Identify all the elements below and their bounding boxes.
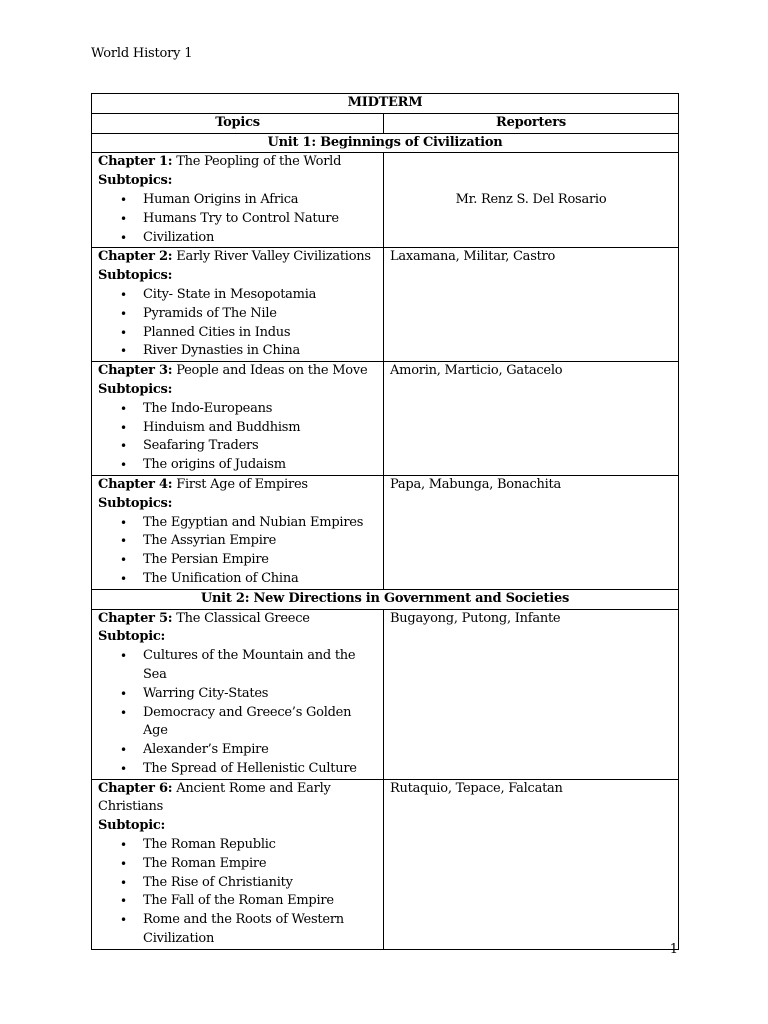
- subtopics-label: Subtopic:: [98, 818, 166, 834]
- subtopic-list: [98, 191, 377, 247]
- reporters-cell: Laxamana, Militar, Castro: [384, 248, 679, 362]
- unit-title: Unit 2: New Directions in Government and Societies: [92, 589, 679, 609]
- chapter-name: The Classical Greece: [176, 610, 310, 626]
- subtopic-item: • Human Origins in Africa: [143, 191, 377, 210]
- subtopic-item: • The Roman Republic: [143, 836, 377, 855]
- subtopic-item: • Civilization: [143, 229, 377, 248]
- chapter-name: The Peopling of the World: [176, 154, 342, 170]
- chapter-row: [92, 362, 679, 476]
- column-header-topics: Topics: [92, 113, 384, 133]
- subtopic-item: • The origins of Judaism: [143, 456, 377, 475]
- subtopics-label: Subtopics:: [98, 495, 173, 511]
- subtopic-item: • Pyramids of The Nile: [143, 305, 377, 324]
- chapter-name: Ancient Rome and Early Christians: [98, 780, 331, 815]
- chapter-heading: [98, 362, 377, 381]
- chapter-row: [92, 248, 679, 362]
- reporters-cell: Rutaquio, Tepace, Falcatan: [384, 779, 679, 949]
- subtopic-list: [98, 286, 377, 361]
- chapter-label: Chapter 4:: [98, 476, 173, 492]
- column-header-reporters: Reporters: [384, 113, 679, 133]
- subtopic-item: • Hinduism and Buddhism: [143, 419, 377, 438]
- subtopic-item: • Rome and the Roots of Western Civilization: [143, 911, 377, 949]
- chapter-topics-cell: [92, 248, 384, 362]
- chapter-row: [92, 779, 679, 949]
- page-number: 1: [669, 942, 678, 957]
- subtopic-list: [98, 514, 377, 589]
- subtopic-item: • River Dynasties in China: [143, 342, 377, 361]
- midterm-table: [91, 93, 679, 950]
- chapter-topics-cell: [92, 153, 384, 248]
- subtopic-list: [98, 647, 377, 779]
- table-title-row: [92, 94, 679, 114]
- subtopic-item: • Humans Try to Control Nature: [143, 210, 377, 229]
- chapter-label: Chapter 6:: [98, 780, 173, 796]
- subtopic-item: • The Unification of China: [143, 570, 377, 589]
- subtopic-item: • The Rise of Christianity: [143, 874, 377, 893]
- chapter-topics-cell: [92, 609, 384, 779]
- subtopic-item: • The Egyptian and Nubian Empires: [143, 514, 377, 533]
- chapter-name: People and Ideas on the Move: [176, 363, 368, 379]
- chapter-topics-cell: [92, 362, 384, 476]
- chapter-row: [92, 609, 679, 779]
- chapter-label: Chapter 3:: [98, 363, 173, 379]
- unit-row: [92, 589, 679, 609]
- chapter-heading: [98, 248, 377, 267]
- subtopic-item: • The Persian Empire: [143, 551, 377, 570]
- subtopics-label: Subtopics:: [98, 268, 173, 284]
- subtopic-item: • Alexander’s Empire: [143, 741, 377, 760]
- chapter-heading: [98, 153, 377, 172]
- chapter-heading: [98, 476, 377, 495]
- reporters-cell: Mr. Renz S. Del Rosario: [384, 153, 679, 248]
- unit-row: [92, 133, 679, 153]
- unit-title: Unit 1: Beginnings of Civilization: [92, 133, 679, 153]
- reporters-cell: Papa, Mabunga, Bonachita: [384, 475, 679, 589]
- subtopic-item: • Planned Cities in Indus: [143, 324, 377, 343]
- chapter-name: First Age of Empires: [176, 476, 308, 492]
- chapter-label: Chapter 5:: [98, 610, 173, 626]
- subtopic-list: [98, 400, 377, 475]
- chapter-label: Chapter 2:: [98, 249, 173, 265]
- document-header: World History 1: [91, 46, 193, 61]
- reporters-cell: Amorin, Marticio, Gatacelo: [384, 362, 679, 476]
- subtopics-label: Subtopics:: [98, 173, 173, 189]
- subtopic-item: • Warring City-States: [143, 685, 377, 704]
- subtopic-list: [98, 836, 377, 949]
- chapter-name: Early River Valley Civilizations: [176, 249, 371, 265]
- chapter-label: Chapter 1:: [98, 154, 173, 170]
- subtopics-label: Subtopic:: [98, 629, 166, 645]
- subtopic-item: • The Spread of Hellenistic Culture: [143, 760, 377, 779]
- subtopic-item: • City- State in Mesopotamia: [143, 286, 377, 305]
- subtopics-label: Subtopics:: [98, 381, 173, 397]
- chapter-heading: [98, 610, 377, 629]
- subtopic-item: • The Fall of the Roman Empire: [143, 892, 377, 911]
- chapter-heading: [98, 780, 377, 818]
- chapter-row: [92, 475, 679, 589]
- chapter-topics-cell: [92, 779, 384, 949]
- subtopic-item: • The Assyrian Empire: [143, 532, 377, 551]
- chapter-row: [92, 153, 679, 248]
- table-title: MIDTERM: [92, 94, 679, 114]
- subtopic-item: • The Roman Empire: [143, 855, 377, 874]
- subtopic-item: • The Indo-Europeans: [143, 400, 377, 419]
- subtopic-item: • Seafaring Traders: [143, 437, 377, 456]
- table-header-row: [92, 113, 679, 133]
- reporters-cell: Bugayong, Putong, Infante: [384, 609, 679, 779]
- subtopic-item: • Democracy and Greece’s Golden Age: [143, 704, 377, 742]
- subtopic-item: • Cultures of the Mountain and the Sea: [143, 647, 377, 685]
- chapter-topics-cell: [92, 475, 384, 589]
